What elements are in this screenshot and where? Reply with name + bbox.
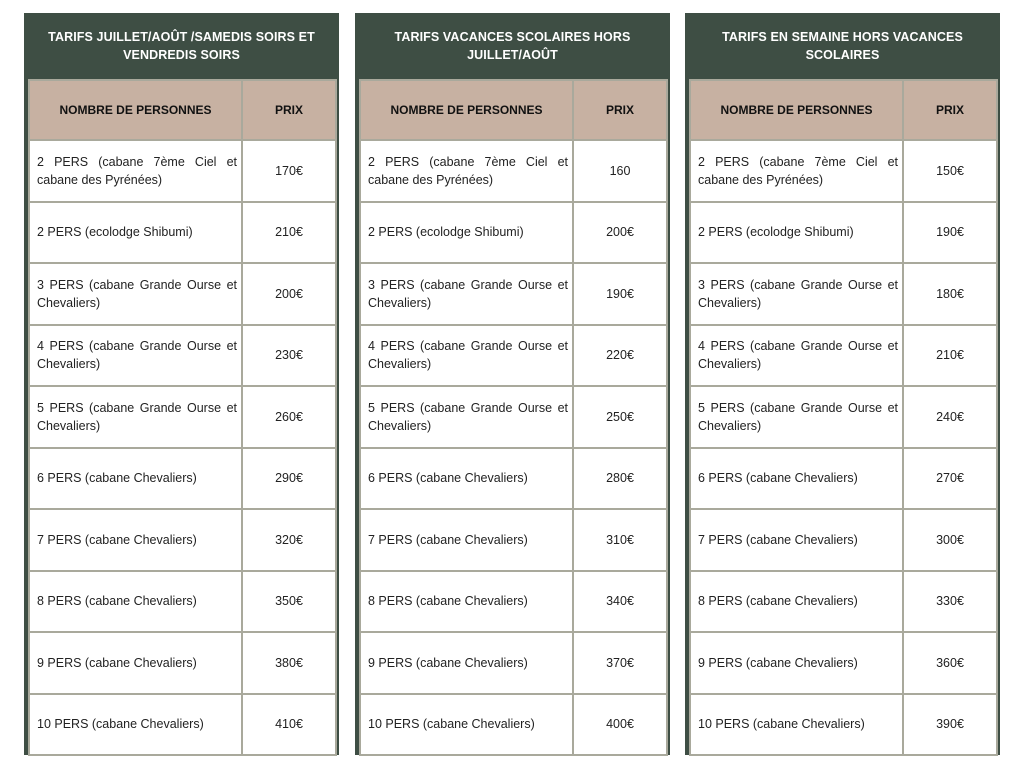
table-row: [360, 694, 667, 756]
column-header-price: PRIX: [573, 80, 667, 140]
table-row: [690, 386, 997, 448]
people-cell: 9 PERS (cabane Chevaliers): [690, 632, 903, 694]
price-cell: 190€: [903, 202, 997, 264]
column-header-people: NOMBRE DE PERSONNES: [690, 80, 903, 140]
table-row: [360, 386, 667, 448]
people-cell: 3 PERS (cabane Grande Ourse et Chevaliers): [690, 263, 903, 325]
table-row: [690, 694, 997, 756]
table-row: [690, 140, 997, 202]
table-row: [690, 509, 997, 571]
table-row: [29, 140, 336, 202]
people-cell: 6 PERS (cabane Chevaliers): [690, 448, 903, 510]
people-cell: 10 PERS (cabane Chevaliers): [360, 694, 573, 756]
price-cell: 300€: [903, 509, 997, 571]
price-cell: 220€: [573, 325, 667, 387]
price-cell: 260€: [242, 386, 336, 448]
pricing-table-weekdays: [685, 13, 1000, 755]
price-cell: 350€: [242, 571, 336, 633]
price-cell: 370€: [573, 632, 667, 694]
table-row: [690, 325, 997, 387]
price-cell: 170€: [242, 140, 336, 202]
people-cell: 3 PERS (cabane Grande Ourse et Chevaliers): [29, 263, 242, 325]
table-row: [690, 448, 997, 510]
price-cell: 200€: [242, 263, 336, 325]
price-table: [28, 79, 337, 756]
price-cell: 200€: [573, 202, 667, 264]
table-row: [29, 325, 336, 387]
price-cell: 310€: [573, 509, 667, 571]
price-cell: 240€: [903, 386, 997, 448]
people-cell: 5 PERS (cabane Grande Ourse et Chevaliers): [29, 386, 242, 448]
people-cell: 8 PERS (cabane Chevaliers): [360, 571, 573, 633]
table-row: [29, 448, 336, 510]
table-header-row: [29, 80, 336, 140]
people-cell: 7 PERS (cabane Chevaliers): [690, 509, 903, 571]
table-row: [29, 694, 336, 756]
price-cell: 380€: [242, 632, 336, 694]
table-row: [29, 571, 336, 633]
price-cell: 330€: [903, 571, 997, 633]
table-title: TARIFS JUILLET/AOÛT /SAMEDIS SOIRS ET VENDREDIS SOIRS: [48, 30, 315, 62]
people-cell: 4 PERS (cabane Grande Ourse et Chevaliers): [29, 325, 242, 387]
price-cell: 290€: [242, 448, 336, 510]
price-cell: 180€: [903, 263, 997, 325]
table-header-row: [690, 80, 997, 140]
table-row: [690, 202, 997, 264]
column-header-people: NOMBRE DE PERSONNES: [360, 80, 573, 140]
people-cell: 5 PERS (cabane Grande Ourse et Chevaliers): [360, 386, 573, 448]
people-cell: 9 PERS (cabane Chevaliers): [29, 632, 242, 694]
price-cell: 190€: [573, 263, 667, 325]
people-cell: 2 PERS (cabane 7ème Ciel et cabane des Pyrénées): [690, 140, 903, 202]
table-row: [690, 263, 997, 325]
price-table: [359, 79, 668, 756]
table-title: TARIFS EN SEMAINE HORS VACANCES SCOLAIRES: [722, 30, 963, 62]
people-cell: 10 PERS (cabane Chevaliers): [29, 694, 242, 756]
people-cell: 2 PERS (ecolodge Shibumi): [360, 202, 573, 264]
table-row: [360, 632, 667, 694]
people-cell: 7 PERS (cabane Chevaliers): [360, 509, 573, 571]
price-cell: 360€: [903, 632, 997, 694]
table-row: [360, 448, 667, 510]
price-cell: 160: [573, 140, 667, 202]
people-cell: 9 PERS (cabane Chevaliers): [360, 632, 573, 694]
table-row: [360, 202, 667, 264]
table-row: [29, 509, 336, 571]
price-cell: 250€: [573, 386, 667, 448]
people-cell: 8 PERS (cabane Chevaliers): [29, 571, 242, 633]
table-row: [690, 571, 997, 633]
table-header-row: [360, 80, 667, 140]
price-cell: 320€: [242, 509, 336, 571]
people-cell: 2 PERS (cabane 7ème Ciel et cabane des Pyrénées): [29, 140, 242, 202]
table-row: [360, 571, 667, 633]
people-cell: 8 PERS (cabane Chevaliers): [690, 571, 903, 633]
people-cell: 4 PERS (cabane Grande Ourse et Chevaliers): [690, 325, 903, 387]
price-table: [689, 79, 998, 756]
price-cell: 230€: [242, 325, 336, 387]
price-cell: 150€: [903, 140, 997, 202]
people-cell: 2 PERS (cabane 7ème Ciel et cabane des Pyrénées): [360, 140, 573, 202]
price-cell: 400€: [573, 694, 667, 756]
price-cell: 210€: [242, 202, 336, 264]
table-title: TARIFS VACANCES SCOLAIRES HORS JUILLET/AOÛT: [394, 30, 631, 62]
people-cell: 2 PERS (ecolodge Shibumi): [29, 202, 242, 264]
people-cell: 2 PERS (ecolodge Shibumi): [690, 202, 903, 264]
people-cell: 6 PERS (cabane Chevaliers): [29, 448, 242, 510]
column-header-price: PRIX: [242, 80, 336, 140]
people-cell: 6 PERS (cabane Chevaliers): [360, 448, 573, 510]
table-row: [360, 263, 667, 325]
people-cell: 10 PERS (cabane Chevaliers): [690, 694, 903, 756]
price-cell: 340€: [573, 571, 667, 633]
table-row: [29, 202, 336, 264]
pricing-table-summer: [24, 13, 339, 755]
table-row: [690, 632, 997, 694]
price-cell: 390€: [903, 694, 997, 756]
people-cell: 7 PERS (cabane Chevaliers): [29, 509, 242, 571]
column-header-price: PRIX: [903, 80, 997, 140]
pricing-table-school-holidays: [355, 13, 670, 755]
column-header-people: NOMBRE DE PERSONNES: [29, 80, 242, 140]
price-cell: 410€: [242, 694, 336, 756]
table-row: [360, 509, 667, 571]
price-cell: 270€: [903, 448, 997, 510]
table-row: [29, 263, 336, 325]
table-row: [360, 325, 667, 387]
people-cell: 5 PERS (cabane Grande Ourse et Chevaliers): [690, 386, 903, 448]
price-cell: 280€: [573, 448, 667, 510]
table-row: [360, 140, 667, 202]
table-row: [29, 386, 336, 448]
people-cell: 3 PERS (cabane Grande Ourse et Chevaliers): [360, 263, 573, 325]
table-row: [29, 632, 336, 694]
people-cell: 4 PERS (cabane Grande Ourse et Chevaliers): [360, 325, 573, 387]
price-cell: 210€: [903, 325, 997, 387]
